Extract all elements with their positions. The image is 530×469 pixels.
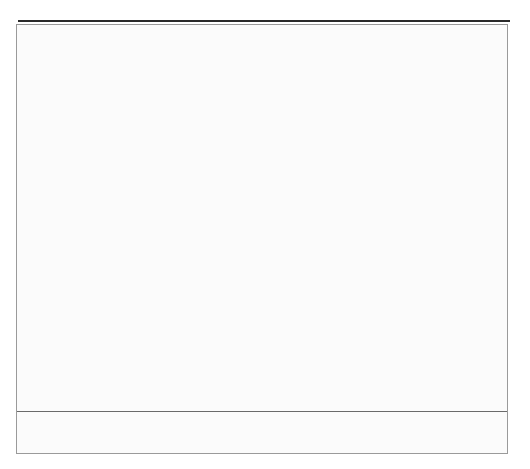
notice-line [27,113,497,132]
notice-body [27,31,497,399]
footer-divider [17,411,507,412]
notice-line [27,317,497,336]
notice-line [27,256,497,275]
notice-line [27,338,497,357]
notice-line [27,195,497,214]
notice-line [27,72,497,91]
notice-line [27,154,497,173]
notice-line [27,235,497,254]
notice-line [27,276,497,295]
notice-line [27,92,497,111]
notice-line [27,51,497,70]
notice-line [27,174,497,193]
notice-line [27,133,497,152]
notice-footer [27,423,497,445]
auction-notice [16,24,508,454]
notice-line [27,358,497,377]
notice-line [27,215,497,234]
notice-line [27,297,497,316]
notice-line [27,31,497,50]
cut-off-header-strip [18,0,510,22]
notice-line [27,378,497,397]
